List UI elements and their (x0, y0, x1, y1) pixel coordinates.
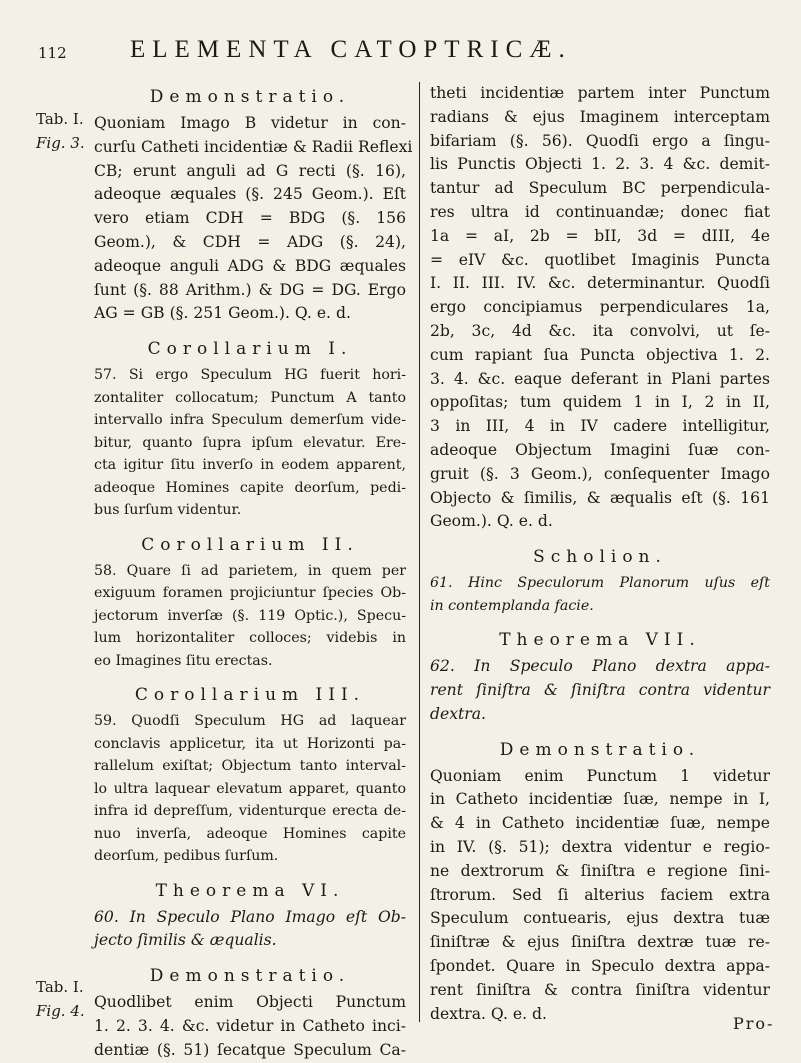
text-line: Quodlibet enim Objecti Punctum (94, 993, 406, 1012)
text-line: 61. Hinc Speculorum Planorum uſus eſt (430, 575, 770, 592)
margin-note-tab-2: Tab. I. (36, 978, 84, 996)
text-line: exiguum foramen projiciuntur ſpecies Ob- (94, 585, 406, 602)
section-heading: Demonstratio. (149, 87, 351, 107)
text-line: ne dextrorum & ſiniſtra e regione ſini- (430, 861, 770, 880)
section-heading: Corollarium II. (141, 534, 359, 555)
text-line: res ultra id continuandæ; donec fiat (430, 202, 770, 221)
text-line: dentiæ (§. 51) ſecatque Speculum Ca- (94, 1040, 406, 1059)
text-line: zontaliter collocatum; Punctum A tanto (94, 389, 406, 406)
text-line: gruit (§. 3 Geom.), conſequenter Imago (430, 464, 770, 483)
text-line: rent ſiniſtra & contra ſiniſtra videntur (430, 980, 770, 999)
text-line: jecto ſimilis & æqualis. (94, 931, 277, 950)
paragraph (94, 991, 406, 1062)
text-line: CB; erunt anguli ad G recti (§. 16), (94, 161, 406, 180)
catchword: Pro- (733, 1014, 775, 1033)
section-heading: Theorema VII. (499, 630, 701, 651)
text-line: lis Punctis Objecti 1. 2. 3. 4 &c. demit- (430, 155, 770, 174)
text-line: ergo concipiamus perpendiculares 1a, (430, 298, 770, 317)
text-line: in Catheto incidentiæ ſuæ, nempe in I, (430, 790, 770, 809)
section-heading: Scholion. (533, 547, 667, 568)
text-line: lo ultra laquear elevatum apparet, quanto (94, 780, 406, 797)
text-line: cum rapiant ſua Puncta objectiva 1. 2. (430, 345, 770, 364)
text-line: adeoque anguli ADG & BDG æquales (94, 256, 406, 275)
text-line: intervallo infra Speculum demerſum vide- (94, 412, 406, 429)
text-line: conclavis applicetur, ita ut Horizonti pa- (94, 735, 406, 752)
text-line: 3 in III, 4 in IV cadere intelligitur, (430, 417, 770, 436)
text-line: I. II. III. IV. &c. determinantur. Quodſi (430, 274, 770, 293)
text-line: bus ſurſum videntur. (94, 502, 242, 519)
text-line: = eIV &c. quotlibet Imaginis Puncta (430, 250, 770, 269)
left-column (94, 82, 413, 1063)
text-line: 2b, 3c, 4d &c. ita convolvi, ut ſe- (430, 321, 770, 340)
text-line: Quoniam enim Punctum 1 videtur (430, 766, 770, 785)
text-line: radians & ejus Imaginem interceptam (430, 107, 770, 126)
text-line: Geom.), & CDH = ADG (§. 24), (94, 232, 406, 251)
text-line: 1. 2. 3. 4. &c. videtur in Catheto inci- (94, 1017, 406, 1036)
paragraph (430, 82, 770, 534)
text-line: 59. Quodſi Speculum HG ad laquear (94, 713, 406, 730)
paragraph (94, 364, 406, 522)
theorem-statement (430, 655, 770, 726)
text-line: 60. In Speculo Plano Imago eſt Ob- (94, 907, 406, 926)
paragraph (430, 572, 770, 617)
section-heading: Corollarium III. (134, 685, 366, 706)
text-line: ſpondet. Quare in Speculo dextra appa- (430, 956, 770, 975)
text-line: ſunt (§. 88 Arithm.) & DG = DG. Ergo (94, 280, 406, 299)
text-line: 57. Si ergo Speculum HG fuerit hori- (94, 367, 406, 384)
text-line: infra id depreſſum, videnturque erecta de- (94, 803, 406, 820)
text-line: rallelum exiſtat; Objectum tanto interval- (94, 758, 406, 775)
text-line: eo Imagines ſitu erectas. (94, 652, 273, 669)
text-line: lum horizontaliter colloces; videbis in (94, 630, 406, 647)
text-line: curſu Catheti incidentiæ & Radii Reflexi (94, 137, 413, 156)
section-heading: Demonstratio. (149, 966, 351, 987)
text-line: cta igitur ſitu inverſo in eodem apparent, (94, 457, 406, 474)
text-line: oppoſitas; tum quidem 1 in I, 2 in II, (430, 393, 770, 412)
text-line: jectorum inverſæ (§. 119 Optic.), Specu- (94, 607, 406, 624)
section-heading: Demonstratio. (499, 739, 701, 760)
section-heading: Theorema VI. (155, 880, 345, 901)
text-line: Speculum contuearis, ejus dextra tuæ (430, 909, 770, 928)
text-line: dextra. (430, 704, 486, 723)
text-line: theti incidentiæ partem inter Punctum (430, 84, 770, 102)
text-line: Objecto & ſimilis, & æqualis eſt (§. 161 (430, 488, 770, 507)
column-divider (419, 82, 420, 1022)
running-title: ELEMENTA CATOPTRICÆ. (130, 36, 572, 63)
text-line: in contemplanda facie. (430, 597, 594, 614)
right-column (430, 82, 770, 1026)
text-line: 1a = aI, 2b = bII, 3d = dIII, 4e (430, 226, 770, 245)
paragraph (94, 560, 406, 673)
text-line: adeoque Homines capite deorſum, pedi- (94, 479, 406, 496)
text-line: in IV. (§. 51); dextra videntur e regio- (430, 837, 770, 856)
page-number: 112 (38, 44, 67, 62)
margin-note-fig: Fig. 3. (36, 134, 85, 152)
margin-note-tab: Tab. I. (36, 110, 84, 128)
text-line: 3. 4. &c. eaque deferant in Plani partes (430, 369, 770, 388)
section-heading: Corollarium I. (147, 339, 353, 360)
text-line: bitur, quanto ſupra ipſum elevatur. Ere- (94, 434, 406, 451)
text-line: adeoque æquales (§. 245 Geom.). Eſt (94, 185, 406, 204)
text-line: & 4 in Catheto incidentiæ ſuæ, nempe (430, 814, 770, 833)
text-line: rent ſiniſtra & ſiniſtra contra videntur (430, 680, 770, 699)
page-header (38, 34, 778, 74)
text-line: nuo inverſa, adeoque Homines capite (94, 825, 406, 842)
text-line: adeoque Objectum Imagini ſuæ con- (430, 440, 770, 459)
text-line: Quoniam Imago B videtur in con- (94, 114, 406, 132)
paragraph (94, 112, 413, 326)
paragraph (94, 710, 406, 868)
text-line: deorſum, pedibus ſurſum. (94, 848, 279, 865)
text-line: vero etiam CDH = BDG (§. 156 (94, 209, 406, 228)
text-line: bifariam (§. 56). Quodſi ergo a ſingu- (430, 131, 770, 150)
text-line: Geom.). Q. e. d. (430, 512, 553, 531)
text-line: tantur ad Speculum BC perpendicula- (430, 179, 770, 198)
text-line: dextra. Q. e. d. (430, 1004, 547, 1023)
text-line: ſtrorum. Sed ſi alterius faciem extra (430, 885, 770, 904)
theorem-statement (94, 906, 406, 954)
margin-note-fig-2: Fig. 4. (36, 1002, 85, 1020)
paragraph (430, 765, 770, 1027)
text-line: 58. Quare ſi ad parietem, in quem per (94, 562, 406, 579)
text-line: AG = GB (§. 251 Geom.). Q. e. d. (94, 304, 351, 323)
text-line: 62. In Speculo Plano dextra appa- (430, 657, 770, 676)
text-line: ſiniſtræ & ejus ſiniſtra dextræ tuæ re- (430, 933, 770, 952)
